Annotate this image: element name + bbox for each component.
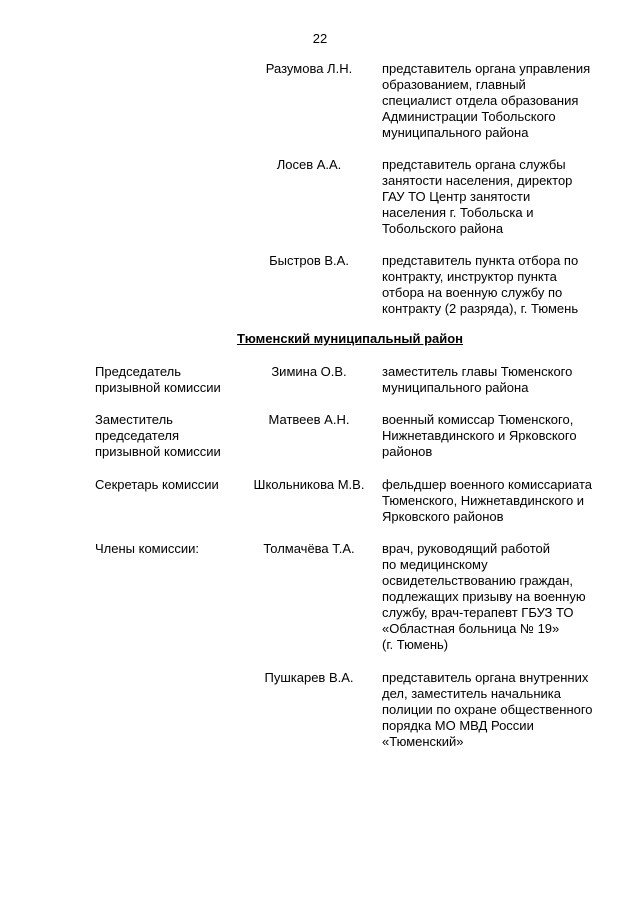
description-line: Тобольского района	[382, 221, 504, 236]
description-line: заместитель главы Тюменского	[382, 364, 573, 379]
member-description	[382, 412, 622, 460]
member-name: Школьникова М.В.	[253, 477, 365, 492]
page-number: 22	[312, 31, 328, 46]
description-line: муниципального района	[382, 125, 529, 140]
description-line: службу, врач-терапевт ГБУЗ ТО	[382, 605, 574, 620]
description-line: Ярковского районов	[382, 509, 504, 524]
role-line: Члены комиссии:	[95, 541, 200, 556]
member-description	[382, 541, 622, 653]
description-line: отбора на военную службу по	[382, 285, 563, 300]
description-line: (г. Тюмень)	[382, 637, 449, 652]
role-line: призывной комиссии	[95, 380, 221, 395]
description-line: представитель пункта отбора по	[382, 253, 579, 268]
description-line: образованием, главный	[382, 77, 526, 92]
description-line: подлежащих призыву на военную	[382, 589, 586, 604]
description-line: дел, заместитель начальника	[382, 686, 561, 701]
description-line: фельдшер военного комиссариата	[382, 477, 593, 492]
member-role	[95, 477, 245, 493]
description-line: Нижнетавдинского и Ярковского	[382, 428, 577, 443]
member-name: Зимина О.В.	[271, 364, 347, 379]
member-name: Матвеев А.Н.	[268, 412, 350, 427]
description-line: контракту (2 разряда), г. Тюмень	[382, 301, 579, 316]
description-line: освидетельствованию граждан,	[382, 573, 573, 588]
member-name: Пушкарев В.А.	[264, 670, 354, 685]
role-line: призывной комиссии	[95, 444, 221, 459]
description-line: «Областная больница № 19»	[382, 621, 560, 636]
description-line: представитель органа внутренних	[382, 670, 589, 685]
role-line: председателя	[95, 428, 180, 443]
member-name: Лосев А.А.	[276, 157, 342, 172]
member-description	[382, 670, 622, 750]
description-line: контракту, инструктор пункта	[382, 269, 557, 284]
description-line: занятости населения, директор	[382, 173, 573, 188]
description-line: районов	[382, 444, 433, 459]
member-name: Разумова Л.Н.	[265, 61, 353, 76]
description-line: муниципального района	[382, 380, 529, 395]
description-line: ГАУ ТО Центр занятости	[382, 189, 531, 204]
description-line: специалист отдела образования	[382, 93, 579, 108]
role-line: Председатель	[95, 364, 182, 379]
section-heading: Тюменский муниципальный район	[236, 331, 464, 346]
description-line: полиции по охране общественного	[382, 702, 593, 717]
role-line: Секретарь комиссии	[95, 477, 219, 492]
description-line: военный комиссар Тюменского,	[382, 412, 574, 427]
member-description	[382, 477, 622, 525]
member-description	[382, 61, 622, 141]
member-description	[382, 253, 622, 317]
description-line: Тюменского, Нижнетавдинского и	[382, 493, 585, 508]
member-description	[382, 157, 622, 237]
member-name: Быстров В.А.	[269, 253, 349, 268]
member-role	[95, 412, 245, 460]
description-line: населения г. Тобольска и	[382, 205, 534, 220]
role-line: Заместитель	[95, 412, 173, 427]
description-line: «Тюменский»	[382, 734, 464, 749]
description-line: порядка МО МВД России	[382, 718, 534, 733]
description-line: по медицинскому	[382, 557, 488, 572]
description-line: Администрации Тобольского	[382, 109, 556, 124]
description-line: врач, руководящий работой	[382, 541, 551, 556]
member-role	[95, 364, 245, 396]
member-description	[382, 364, 622, 396]
member-role	[95, 541, 245, 557]
description-line: представитель органа службы	[382, 157, 566, 172]
description-line: представитель органа управления	[382, 61, 591, 76]
member-name: Толмачёва Т.А.	[263, 541, 355, 556]
